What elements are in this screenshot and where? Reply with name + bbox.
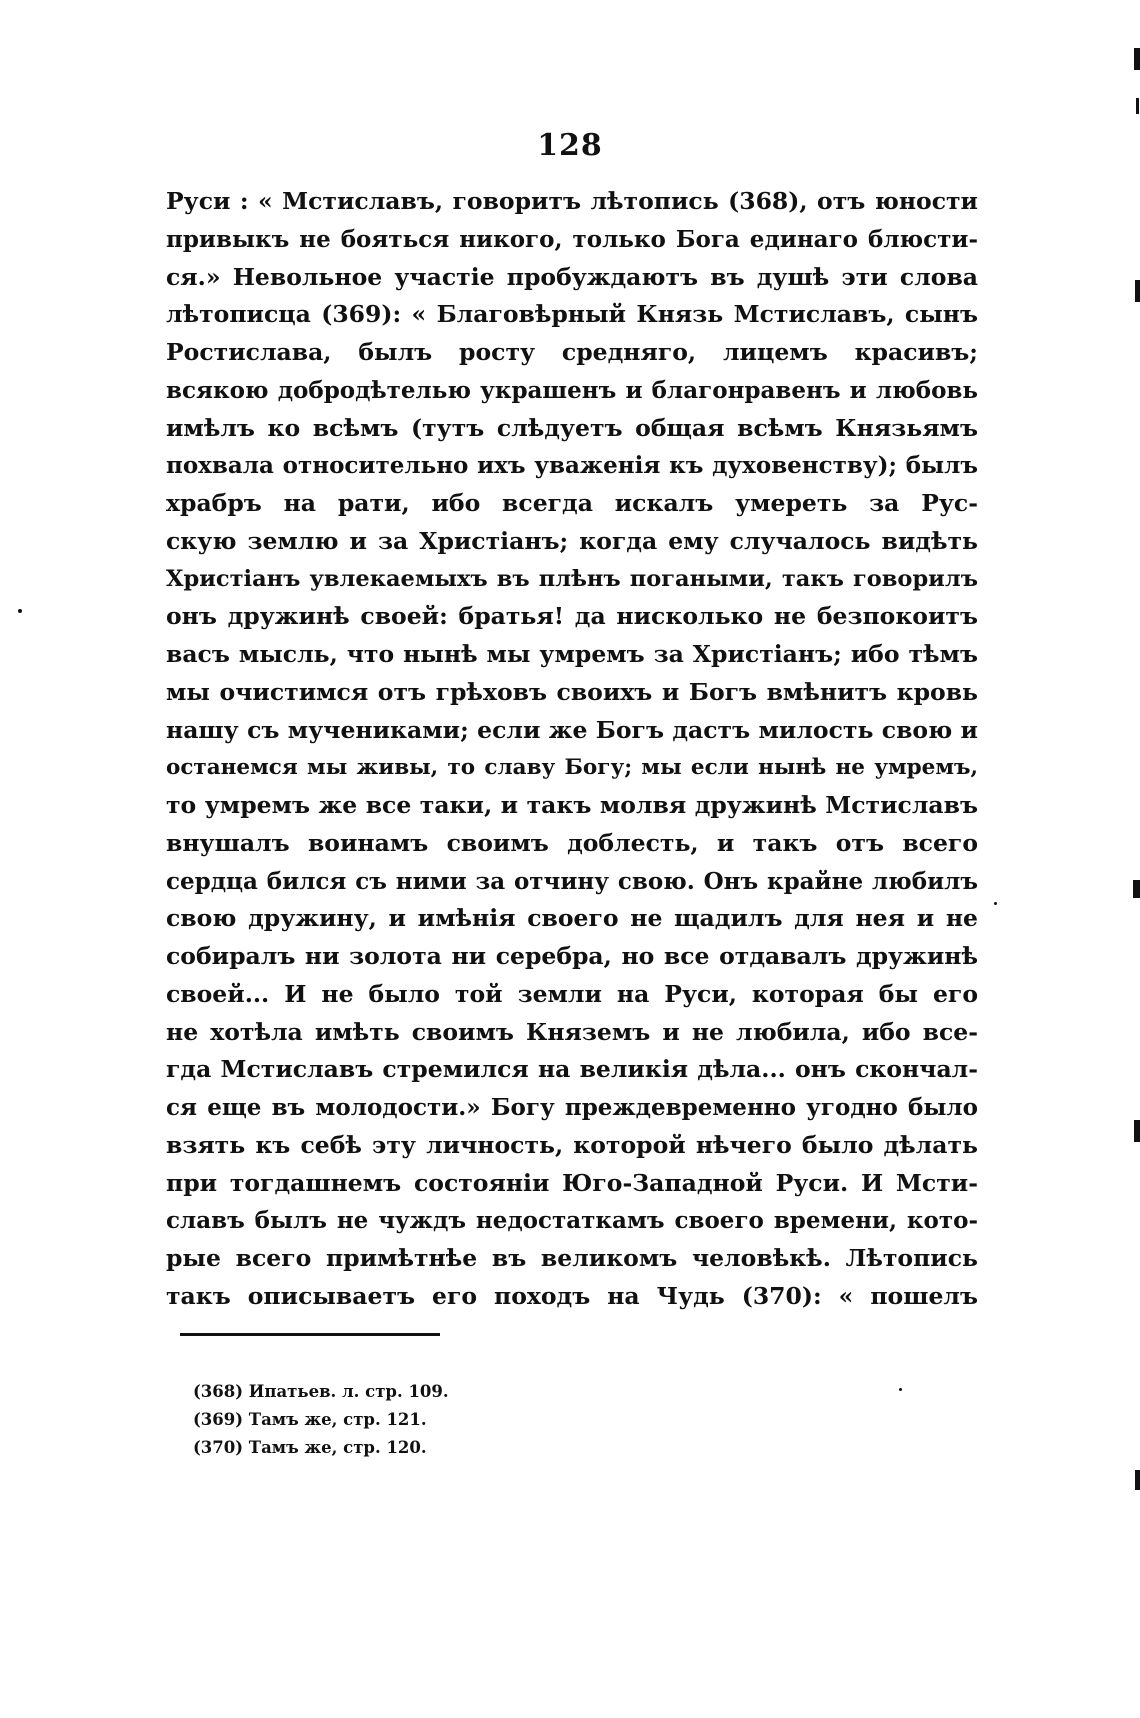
text-line: то умремъ же все таки, и такъ молвя дружинѣ Мстиславъ xyxy=(166,791,978,819)
text-line: сердца бился съ ними за отчину свою. Онъ крайне любилъ xyxy=(166,867,978,895)
scan-edge-mark xyxy=(1135,1470,1140,1490)
scan-dot xyxy=(994,902,997,905)
text-line: гда Мстиславъ стремился на великія дѣла... онъ скончал- xyxy=(166,1055,978,1084)
text-line: ся еще въ молодости.» Богу преждевременно угодно было xyxy=(166,1094,978,1121)
text-line: всякою добродѣтелью украшенъ и благонравенъ и любовь xyxy=(166,376,978,404)
footnote: (369) Тамъ же, стр. 121. xyxy=(193,1410,427,1429)
scan-edge-mark xyxy=(1133,880,1140,898)
text-line: своей... И не было той земли на Руси, которая бы его xyxy=(166,979,978,1008)
text-line: останемся мы живы, то славу Богу; мы если нынѣ не умремъ, xyxy=(166,755,978,781)
text-line: привыкъ не бояться никого, только Бога единаго блюсти- xyxy=(166,225,978,253)
scan-edge-mark xyxy=(1134,1120,1140,1142)
text-line: не хотѣла имѣть своимъ Княземъ и не любила, ибо все- xyxy=(166,1017,978,1046)
text-line: лѣтописца (369): « Благовѣрный Князь Мстиславъ, сынъ xyxy=(166,300,978,329)
text-line: имѣлъ ко всѣмъ (тутъ слѣдуетъ общая всѣмъ Князьямъ xyxy=(166,413,978,442)
body-text xyxy=(166,183,978,1316)
text-line: взять къ себѣ эту личность, которой нѣчего было дѣлать xyxy=(166,1130,978,1159)
text-line: такъ описываетъ его походъ на Чудь (370): « пошелъ xyxy=(166,1281,978,1310)
text-line: васъ мысль, что нынѣ мы умремъ за Христіанъ; ибо тѣмъ xyxy=(166,640,978,668)
text-line: при тогдашнемъ состояніи Юго-Западной Руси. И Мсти- xyxy=(166,1168,978,1197)
text-line: похвала относительно ихъ уваженія къ духовенству); былъ xyxy=(166,452,978,480)
text-line: храбръ на рати, ибо всегда искалъ умереть за Рус- xyxy=(166,489,978,517)
scan-dot xyxy=(899,1388,902,1391)
scan-edge-mark xyxy=(1136,98,1139,114)
scan-edge-mark xyxy=(1134,48,1140,70)
text-line: Руси : « Мстиславъ, говоритъ лѣтопись (368), отъ юности xyxy=(166,187,978,215)
text-line: мы очистимся отъ грѣховъ своихъ и Богъ вмѣнитъ кровь xyxy=(166,677,978,706)
text-line: свою дружину, и имѣнія своего не щадилъ для нея и не xyxy=(166,904,978,933)
scan-edge-mark xyxy=(1135,280,1140,302)
text-line: скую землю и за Христіанъ; когда ему случалось видѣть xyxy=(166,526,978,555)
footnote: (368) Ипатьев. л. стр. 109. xyxy=(193,1382,449,1401)
text-line: Ростислава, былъ росту средняго, лицемъ красивъ; xyxy=(166,338,978,366)
text-line: онъ дружинѣ своей: братья! да нисколько не безпокоитъ xyxy=(166,602,978,631)
footnote: (370) Тамъ же, стр. 120. xyxy=(193,1438,427,1457)
text-line: славъ былъ не чуждъ недостаткамъ своего времени, кото- xyxy=(166,1207,978,1235)
text-line: ся.» Невольное участіе пробуждаютъ въ душѣ эти слова xyxy=(166,262,978,291)
text-line: собиралъ ни золота ни серебра, но все отдавалъ дружинѣ xyxy=(166,942,978,970)
text-line: Христіанъ увлекаемыхъ въ плѣнъ погаными, такъ говорилъ xyxy=(166,565,978,592)
text-line: рые всего примѣтнѣе въ великомъ человѣкѣ. Лѣтопись xyxy=(166,1244,978,1272)
footnotes xyxy=(193,1378,693,1462)
footnote-divider xyxy=(180,1333,440,1336)
text-line: внушалъ воинамъ своимъ доблесть, и такъ отъ всего xyxy=(166,828,978,857)
page-number: 128 xyxy=(537,128,603,163)
scan-dot xyxy=(18,609,22,613)
text-line: нашу съ мучениками; если же Богъ дастъ милость свою и xyxy=(166,715,978,744)
